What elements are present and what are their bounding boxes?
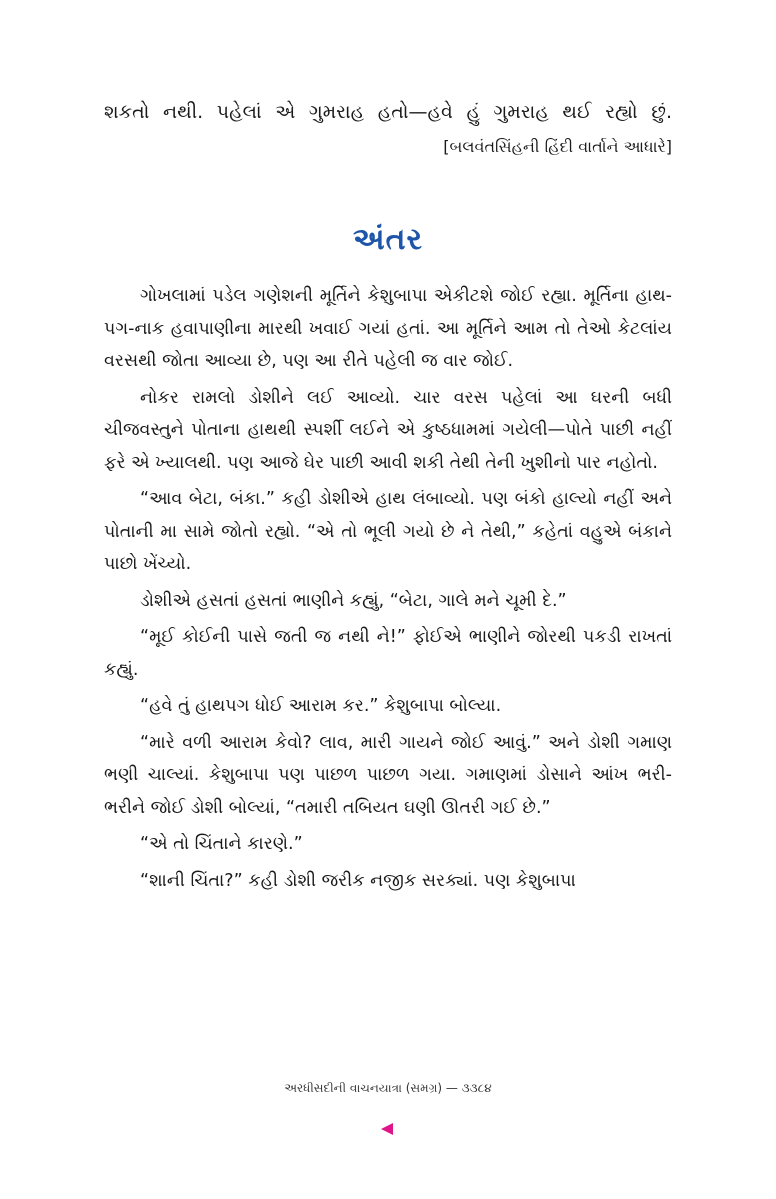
previous-story-last-line: શકતો નથી. પહેલાં એ ગુમરાહ હતો—હવે હું ગુમરાહ થઈ રહ્યો છું. — [104, 101, 672, 123]
paragraph: “એ તો ચિંતાને કારણે.” — [140, 834, 303, 854]
paragraph: “મારે વળી આરામ કેવો? લાવ, મારી ગાયને જોઈ આવું.” અને ડોશી ગમાણ ભણી ચાલ્યાં. કેશુબાપા પણ પાછળ પાછળ ગયા. ગમાણમાં ડોસાને આંખ ભરી-ભરીને જોઈ ડોશી બોલ્યાં, “તમારી તબિયત ઘણી ઊતરી ગઈ છે.” — [104, 732, 672, 818]
page-footer: અરધીસદીની વાચનયાત્રા (સમગ્ર) — ૩૩૮૪ — [284, 1081, 492, 1095]
triangle-left-icon[interactable] — [381, 1123, 393, 1135]
paragraph: નોકર રામલો ડોશીને લઈ આવ્યો. ચાર વરસ પહેલાં આ ઘરની બધી ચીજવસ્તુને પોતાના હાથથી સ્પર્શી લઈને એ કુષ્ઠધામમાં ગયેલી—પોતે પાછી નહીં ફરે એ ખ્યાલથી. પણ આજે ઘેર પાછી આવી શકી તેથી તેની ખુશીનો પાર નહોતો. — [104, 387, 672, 473]
paragraph: “હવે તું હાથપગ ધોઈ આરામ કર.” કેશુબાપા બોલ્યા. — [140, 696, 502, 716]
paragraph: ગોખલામાં પડેલ ગણેશની મૂર્તિને કેશુબાપા એકીટશે જોઈ રહ્યા. મૂર્તિના હાથ-પગ-નાક હવાપાણીના મારથી ખવાઈ ગયાં હતાં. આ મૂર્તિને આમ તો તેઓ કેટલાંય વરસથી જોતા આવ્યા છે, પણ આ રીતે પહેલી જ વાર જોઈ. — [104, 286, 672, 371]
paragraph: “શાની ચિંતા?” કહી ડોશી જરીક નજીક સરક્યાં. પણ કેશુબાપા — [140, 870, 576, 891]
story-body — [104, 280, 672, 897]
source-credit: [બલવંતસિંહની હિંદી વાર્તાને આધારે] — [443, 137, 672, 156]
paragraph: “મૂઈ કોઈની પાસે જતી જ નથી ને!” ફોઈએ ભાણીને જોરથી પકડી રાખતાં કહ્યું. — [104, 627, 672, 680]
story-title: અંતર — [352, 222, 424, 257]
page-content — [104, 96, 672, 1136]
paragraph: “આવ બેટા, બંકા.” કહી ડોશીએ હાથ લંબાવ્યો. પણ બંકો હાલ્યો નહીં અને પોતાની મા સામે જોતો રહ્યો. “એ તો ભૂલી ગયો છે ને તેથી,” કહેતાં વહુએ બંકાને પાછો ખેંચ્યો. — [104, 489, 672, 574]
paragraph: ડોશીએ હસતાં હસતાં ભાણીને કહ્યું, “બેટા, ગાલે મને ચૂમી દે.” — [140, 590, 567, 611]
